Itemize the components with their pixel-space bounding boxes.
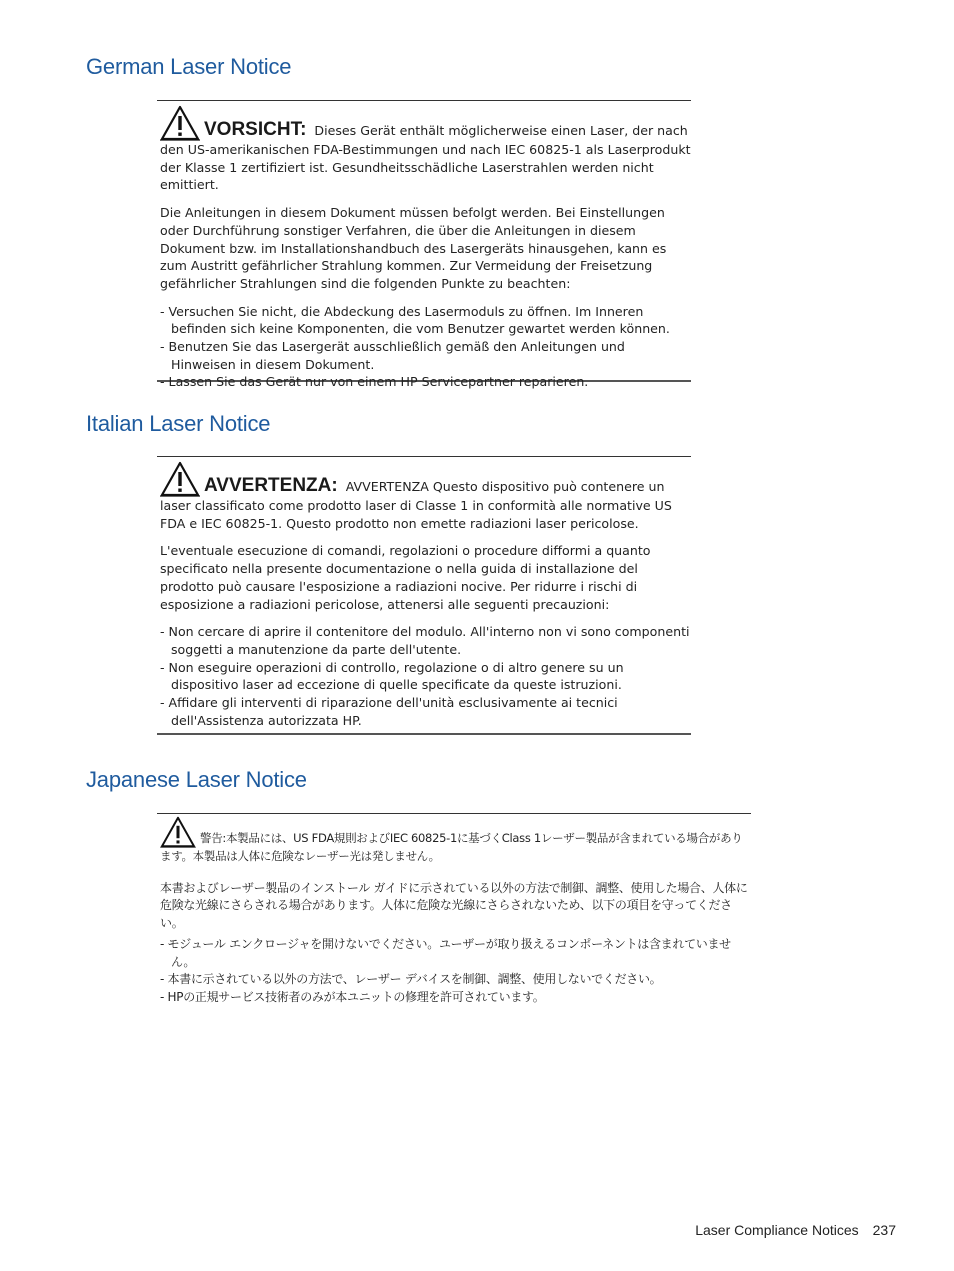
japanese-paragraph: 本書およびレーザー製品のインストール ガイドに示されている以外の方法で制御、調整、使用した場合、人体に危険な光線にさらされる場合があります。人体に危険な光線にさらされないため、以下の項目を守ってください。 (160, 880, 748, 930)
list-item: - Versuchen Sie nicht, die Abdeckung des Lasermoduls zu öffnen. Im Inneren befinden sich keine Komponenten, die vom Benutzer gewartet werden können. (160, 303, 670, 337)
list-item: - モジュール エンクロージャを開けないでください。ユーザーが取り扱えるコンポーネントは含まれていません。 (160, 937, 731, 969)
intro-text: AVVERTENZA Questo dispositivo può contenere un laser classificato come prodotto laser di Classe 1 in conformità alle normative US FDA e IEC 60825-1. Questo prodotto non emette radiazioni laser pericolose. (160, 479, 672, 531)
italian-paragraph: L'eventuale esecuzione di comandi, regolazioni o procedure difformi a quanto specificato nella presente documentazione o nella guida di installazione del prodotto può causare l'esposizione a radiazioni nocive. Per ridurre i rischi di esposizione a radiazioni pericolose, attenersi alle seguenti precauzioni: (160, 543, 651, 612)
warning-icon (160, 461, 200, 497)
italian-heading: Italian Laser Notice (86, 411, 271, 436)
list-item: - Benutzen Sie das Lasergerät ausschließlich gemäß den Anleitungen und Hinweisen in diesem Dokument. (160, 339, 625, 372)
page-number: 237 (872, 1222, 896, 1238)
german-paragraph: Die Anleitungen in diesem Dokument müssen befolgt werden. Bei Einstellungen oder Durchführung sonstiger Verfahren, die über die Anleitungen in diesem Dokument bzw. im Installationshandbuch des Lasergeräts hinausgehen, kann es zum Austritt gefährlicher Strahlung kommen. Zur Vermeidung der Freisetzung gefährlicher Strahlungen sind die folgenden Punkte zu beachten: (160, 205, 667, 291)
footer-section-title: Laser Compliance Notices (695, 1222, 859, 1238)
warning-icon (160, 105, 200, 141)
japanese-notice (157, 813, 751, 1023)
list-item: - Non cercare di aprire il contenitore del modulo. All'interno non vi sono componenti soggetti a manutenzione da parte dell'utente. (160, 624, 690, 657)
german-notice (157, 100, 691, 390)
japanese-intro (160, 816, 751, 866)
list-item: - Lassen Sie das Gerät nur von einem HP Servicepartner reparieren. (160, 374, 589, 390)
intro-text: Dieses Gerät enthält möglicherweise einen Laser, der nach den US-amerikanischen FDA-Bestimmungen und nach IEC 60825-1 als Laserprodukt der Klasse 1 zertifiziert ist. Gesundheitsschädliche Laserstrahlen werden nicht emittiert. (160, 123, 691, 193)
german-heading: German Laser Notice (86, 54, 292, 79)
japanese-heading: Japanese Laser Notice (86, 767, 307, 792)
warning-icon (160, 816, 196, 848)
list-item: - HPの正規サービス技術者のみが本ユニットの修理を許可されています。 (160, 989, 545, 1004)
list-item: - 本書に示されている以外の方法で、レーザー デバイスを制御、調整、使用しないでください。 (160, 972, 662, 986)
italian-notice (157, 456, 691, 735)
warning-label: AVVERTENZA: (204, 475, 338, 496)
page-footer (695, 1222, 896, 1238)
list-item: - Non eseguire operazioni di controllo, regolazione o di altro genere su un dispositivo laser ad eccezione di quelle specificate da queste istruzioni. (160, 659, 624, 693)
italian-intro (160, 461, 691, 532)
german-intro (160, 105, 691, 194)
list-item: - Affidare gli interventi di riparazione dell'unità esclusivamente ai tecnici dell'Assistenza autorizzata HP. (160, 695, 618, 728)
intro-text: 警告:本製品には、US FDA規則およびIEC 60825-1に基づくClass 1レーザー製品が含まれている場合があります。本製品は人体に危険なレーザー光は発しません。 (160, 831, 743, 863)
warning-label: VORSICHT: (204, 119, 307, 140)
